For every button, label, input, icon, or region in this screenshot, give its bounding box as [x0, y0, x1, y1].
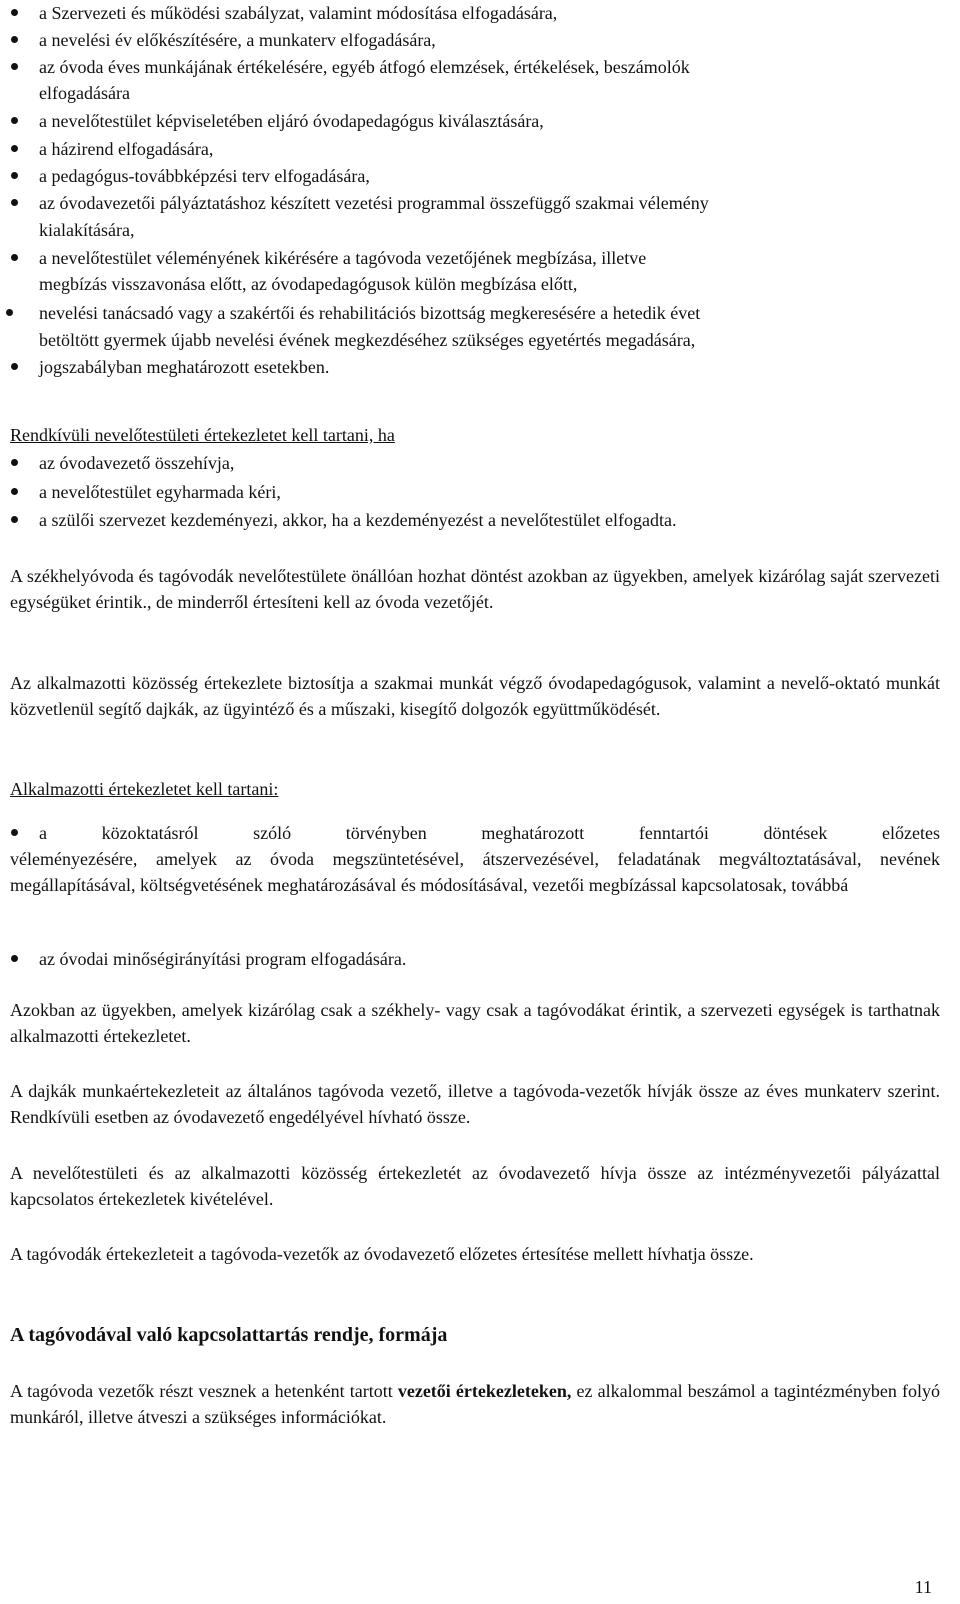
bullet-icon [11, 488, 18, 495]
bullet-icon [11, 955, 18, 962]
paragraph: Azokban az ügyekben, amelyek kizárólag csak a székhely- vagy csak a tagóvodákat érintik, a szervezeti egységek is tarthatnak alkalmazotti értekezletet. [10, 1000, 940, 1046]
paragraph: Az alkalmazotti közösség értekezlete biztosítja a szakmai munkát végző óvodapedagógusok, valamint a nevelő-oktató munkát közvetlenül segítő dajkák, az ügyintéző és a műszaki, kisegítő dolgozók együttműködését. [10, 673, 940, 719]
list-item: a nevelési év előkészítésére, a munkaterv elfogadására, [39, 30, 436, 50]
paragraph: A nevelőtestületi és az alkalmazotti közösség értekezletét az óvodavezető hívja össze az intézményvezetői pályázattal kapcsolatos értekezletek kivételével. [10, 1163, 940, 1209]
paragraph [10, 1378, 940, 1430]
list-item: a Szervezeti és működési szabályzat, valamint módosítása elfogadására, [39, 3, 558, 23]
page-number: 11 [914, 1577, 932, 1597]
section-title: A tagóvodával való kapcsolattartás rendje, formája [10, 1324, 448, 1346]
list-item: az óvodavezetői pályáztatáshoz készített vezetési programmal összefüggő szakmai vélemény [39, 193, 709, 213]
list-item: az óvoda éves munkájának értékelésére, egyéb átfogó elemzések, értékelések, beszámolók [39, 57, 690, 77]
list-item: az óvodavezető összehívja, [39, 453, 235, 473]
list-item: a nevelőtestület véleményének kikérésére a tagóvoda vezetőjének megbízása, illetve [39, 248, 647, 268]
list-item-continuation: betöltött gyermek újabb nevelési évének megkezdéséhez szükséges egyetértés megadására, [39, 330, 696, 350]
list-item: a pedagógus-továbbképzési terv elfogadására, [39, 166, 370, 186]
list-item: a nevelőtestület képviseletében eljáró óvodapedagógus kiválasztására, [39, 111, 544, 131]
list-item: a közoktatásról szóló törvényben meghatározott fenntartói döntések előzetes [39, 823, 940, 843]
paragraph-text: A tagóvoda vezetők részt vesznek a hetenként tartott [10, 1381, 398, 1401]
paragraph: A dajkák munkaértekezleteit az általános tagóvoda vezető, illetve a tagóvoda-vezetők hívják össze az éves munkaterv szerint. Rendkívüli esetben az óvodavezető engedélyével hívható össze. [10, 1081, 940, 1127]
staff-meeting-heading: Alkalmazotti értekezletet kell tartani: [10, 779, 279, 799]
bullet-icon [11, 516, 18, 523]
list-item: jogszabályban meghatározott esetekben. [39, 357, 330, 377]
list-item-continuation: kialakítására, [39, 220, 135, 240]
list-item-continuation: megbízás visszavonása előtt, az óvodapedagógusok külön megbízása előtt, [39, 274, 578, 294]
bullet-icon [11, 145, 18, 152]
paragraph-text: ez alkalommal beszámol a tagintézményben folyó munkáról, illetve átveszi a szükséges információkat. [10, 1381, 940, 1427]
bullet-icon [11, 254, 18, 261]
bullet-icon [11, 36, 18, 43]
bullet-icon [11, 829, 18, 836]
bullet-icon [11, 199, 18, 206]
bullet-icon [11, 459, 18, 466]
list-item-continuation: véleményezésére, amelyek az óvoda megszüntetésével, átszervezésével, feladatának megváltoztatásával, nevének megállapításával, költségvetésének meghatározásával és módosításával, vezetői megbízással kapcsolatosak, továbbá [10, 849, 940, 895]
list-item: a szülői szervezet kezdeményezi, akkor, ha a kezdeményezést a nevelőtestület elfogadta. [39, 510, 677, 530]
list-item: nevelési tanácsadó vagy a szakértői és rehabilitációs bizottság megkeresésére a hetedik évet [39, 303, 701, 323]
bullet-icon [11, 363, 18, 370]
bullet-icon [11, 117, 18, 124]
bullet-icon [11, 9, 18, 16]
bullet-icon [11, 172, 18, 179]
bullet-icon [11, 63, 18, 70]
paragraph-bold-text: vezetői értekezleteken, [397, 1381, 572, 1401]
list-item: a nevelőtestület egyharmada kéri, [39, 482, 281, 502]
list-item: az óvodai minőségirányítási program elfogadására. [39, 949, 407, 969]
list-item-continuation: elfogadására [39, 83, 130, 103]
paragraph: A székhelyóvoda és tagóvodák nevelőtestülete önállóan hozhat döntést azokban az ügyekben, amelyek kizárólag saját szervezeti egységüket érintik., de minderről értesíteni kell az óvoda vezetőjét. [10, 566, 940, 612]
list-item: a házirend elfogadására, [39, 139, 214, 159]
bullet-icon [6, 309, 13, 316]
paragraph: A tagóvodák értekezleteit a tagóvoda-vezetők az óvodavezető előzetes értesítése mellett hívhatja össze. [10, 1244, 754, 1264]
extraordinary-meeting-heading: Rendkívüli nevelőtestületi értekezletet kell tartani, ha [10, 425, 395, 445]
